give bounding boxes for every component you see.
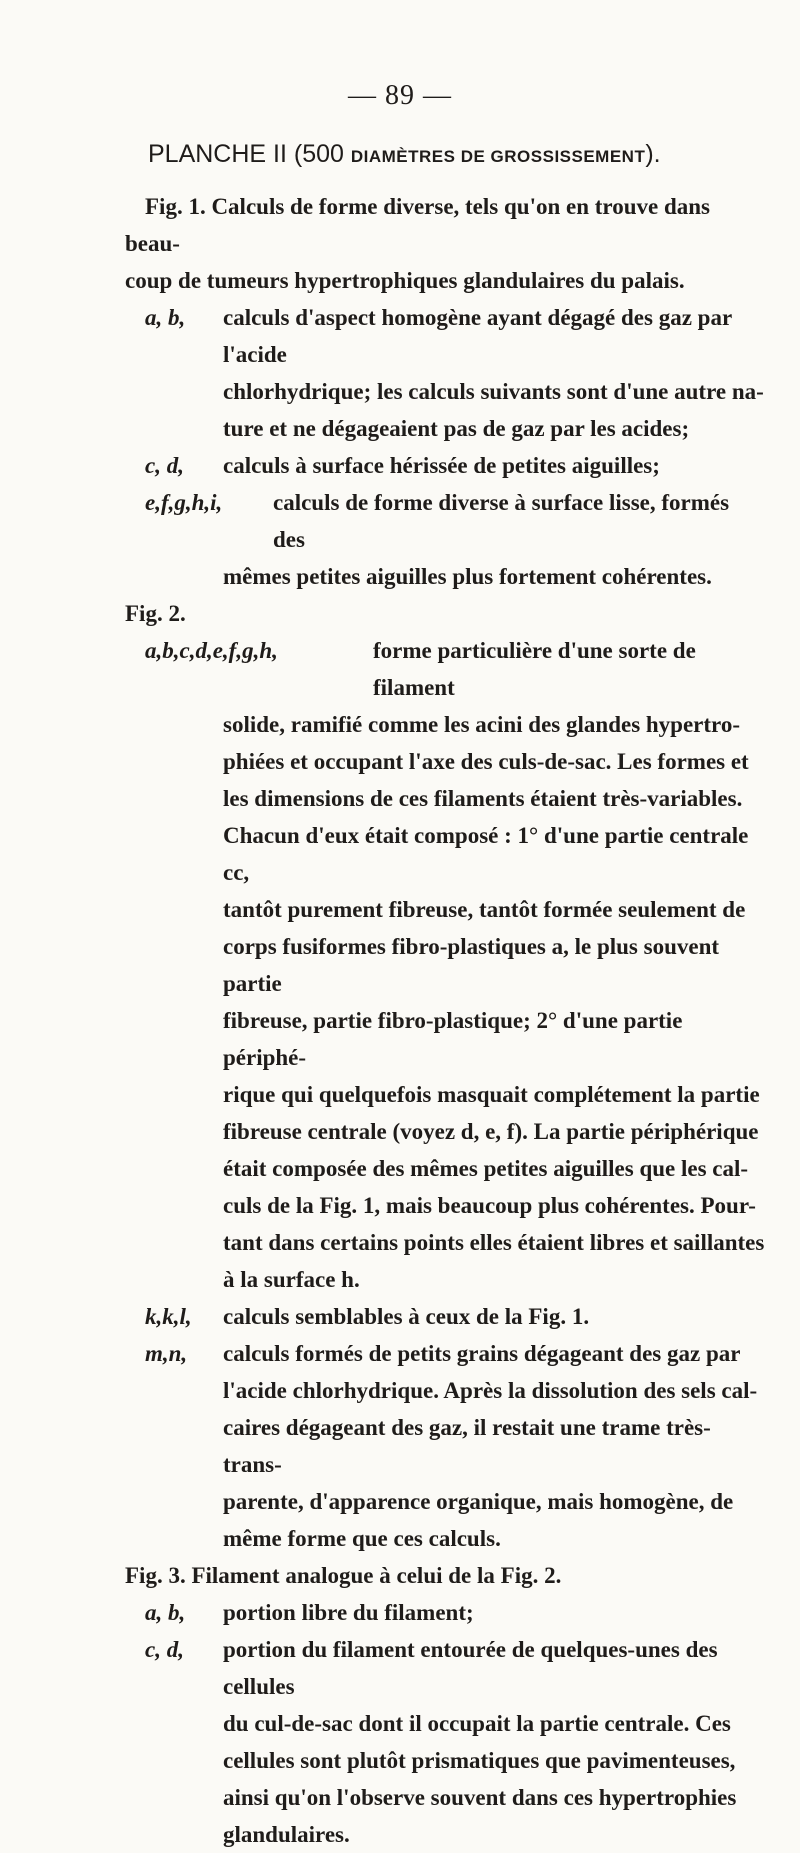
item-line: calculs à surface hérissée de petites aiguilles;	[223, 453, 660, 478]
item-label: c, d,	[145, 453, 184, 478]
item-line: ture et ne dégageaient pas de gaz par les acides;	[223, 416, 690, 441]
fig2-section	[125, 595, 765, 1557]
item-line: du cul-de-sac dont il occupait la partie centrale. Ces	[223, 1711, 731, 1736]
fig3-heading: Fig. 3. Filament analogue à celui de la Fig. 2.	[125, 1563, 562, 1588]
plate-title-main: PLANCHE II (500	[148, 140, 351, 168]
item-line: portion du filament entourée de quelques-unes des cellules	[223, 1637, 718, 1699]
item-line: Chacun d'eux était composé : 1° d'une partie centrale cc,	[223, 823, 749, 885]
item-line: même forme que ces calculs.	[223, 1526, 501, 1551]
item-line: portion libre du filament;	[223, 1600, 474, 1625]
fig3-item-ab	[125, 1594, 765, 1631]
item-label: a, b,	[145, 1600, 186, 1625]
item-line: les dimensions de ces filaments étaient très-variables.	[223, 786, 743, 811]
item-line: phiées et occupant l'axe des culs-de-sac. Les formes et	[223, 749, 749, 774]
plate-legend	[125, 188, 765, 1853]
item-line: glandulaires.	[223, 1822, 350, 1847]
fig1-item-efghi	[125, 484, 765, 595]
fig2-item-main	[125, 632, 765, 1298]
item-line: forme particulière d'une sorte de filament	[373, 638, 696, 700]
item-line: corps fusiformes fibro-plastiques a, le plus souvent partie	[223, 934, 720, 996]
item-label: k,k,l,	[145, 1304, 192, 1329]
item-line: à la surface h.	[223, 1267, 360, 1292]
item-line: fibreuse, partie fibro-plastique; 2° d'une partie périphé-	[223, 1008, 683, 1070]
fig3-section	[125, 1557, 765, 1853]
item-line: calculs semblables à ceux de la Fig. 1.	[223, 1304, 590, 1329]
item-label: m,n,	[145, 1341, 188, 1366]
item-line: calculs formés de petits grains dégageant des gaz par	[223, 1341, 741, 1366]
fig2-heading: Fig. 2.	[125, 601, 186, 626]
item-line: mêmes petites aiguilles plus fortement cohérentes.	[223, 564, 712, 589]
fig1-intro	[125, 188, 765, 299]
item-label: c, d,	[145, 1637, 184, 1662]
item-line: ainsi qu'on l'observe souvent dans ces hypertrophies	[223, 1785, 737, 1810]
item-line: solide, ramifié comme les acini des glandes hypertro-	[223, 712, 741, 737]
item-line: culs de la Fig. 1, mais beaucoup plus cohérentes. Pour-	[223, 1193, 756, 1218]
item-line: cellules sont plutôt prismatiques que pavimenteuses,	[223, 1748, 736, 1773]
plate-title	[148, 140, 708, 169]
item-line: caires dégageant des gaz, il restait une trame très-trans-	[223, 1415, 711, 1477]
plate-title-smallcaps: DIAMÈTRES DE GROSSISSEMENT	[350, 147, 646, 166]
fig1-item-cd	[125, 447, 765, 484]
fig1-item-ab	[125, 299, 765, 447]
item-line: calculs de forme diverse à surface lisse, formés des	[273, 490, 730, 552]
item-line: calculs d'aspect homogène ayant dégagé des gaz par l'acide	[223, 305, 732, 367]
item-line: tantôt purement fibreuse, tantôt formée seulement de	[223, 897, 746, 922]
fig1-intro-line: Fig. 1. Calculs de forme diverse, tels qu'on en trouve dans beau-	[125, 194, 710, 256]
item-line: parente, d'apparence organique, mais homogène, de	[223, 1489, 734, 1514]
page-number: — 89 —	[348, 80, 452, 111]
fig3-item-cd	[125, 1631, 765, 1853]
item-line: tant dans certains points elles étaient libres et saillantes	[223, 1230, 765, 1255]
item-label: a,b,c,d,e,f,g,h,	[145, 638, 278, 663]
item-label: e,f,g,h,i,	[145, 490, 223, 515]
item-line: l'acide chlorhydrique. Après la dissolution des sels cal-	[223, 1378, 758, 1403]
fig1-section	[125, 188, 765, 595]
item-label: a, b,	[145, 305, 186, 330]
fig1-intro-line: coup de tumeurs hypertrophiques glandulaires du palais.	[125, 268, 685, 293]
item-line: rique qui quelquefois masquait complétement la partie	[223, 1082, 760, 1107]
item-line: fibreuse centrale (voyez d, e, f). La partie périphérique	[223, 1119, 759, 1144]
item-line: était composée des mêmes petites aiguilles que les cal-	[223, 1156, 749, 1181]
fig2-item-kkl	[125, 1298, 765, 1335]
plate-title-close: ).	[645, 140, 661, 168]
item-line: chlorhydrique; les calculs suivants sont d'une autre na-	[223, 379, 764, 404]
fig2-item-mn	[125, 1335, 765, 1557]
